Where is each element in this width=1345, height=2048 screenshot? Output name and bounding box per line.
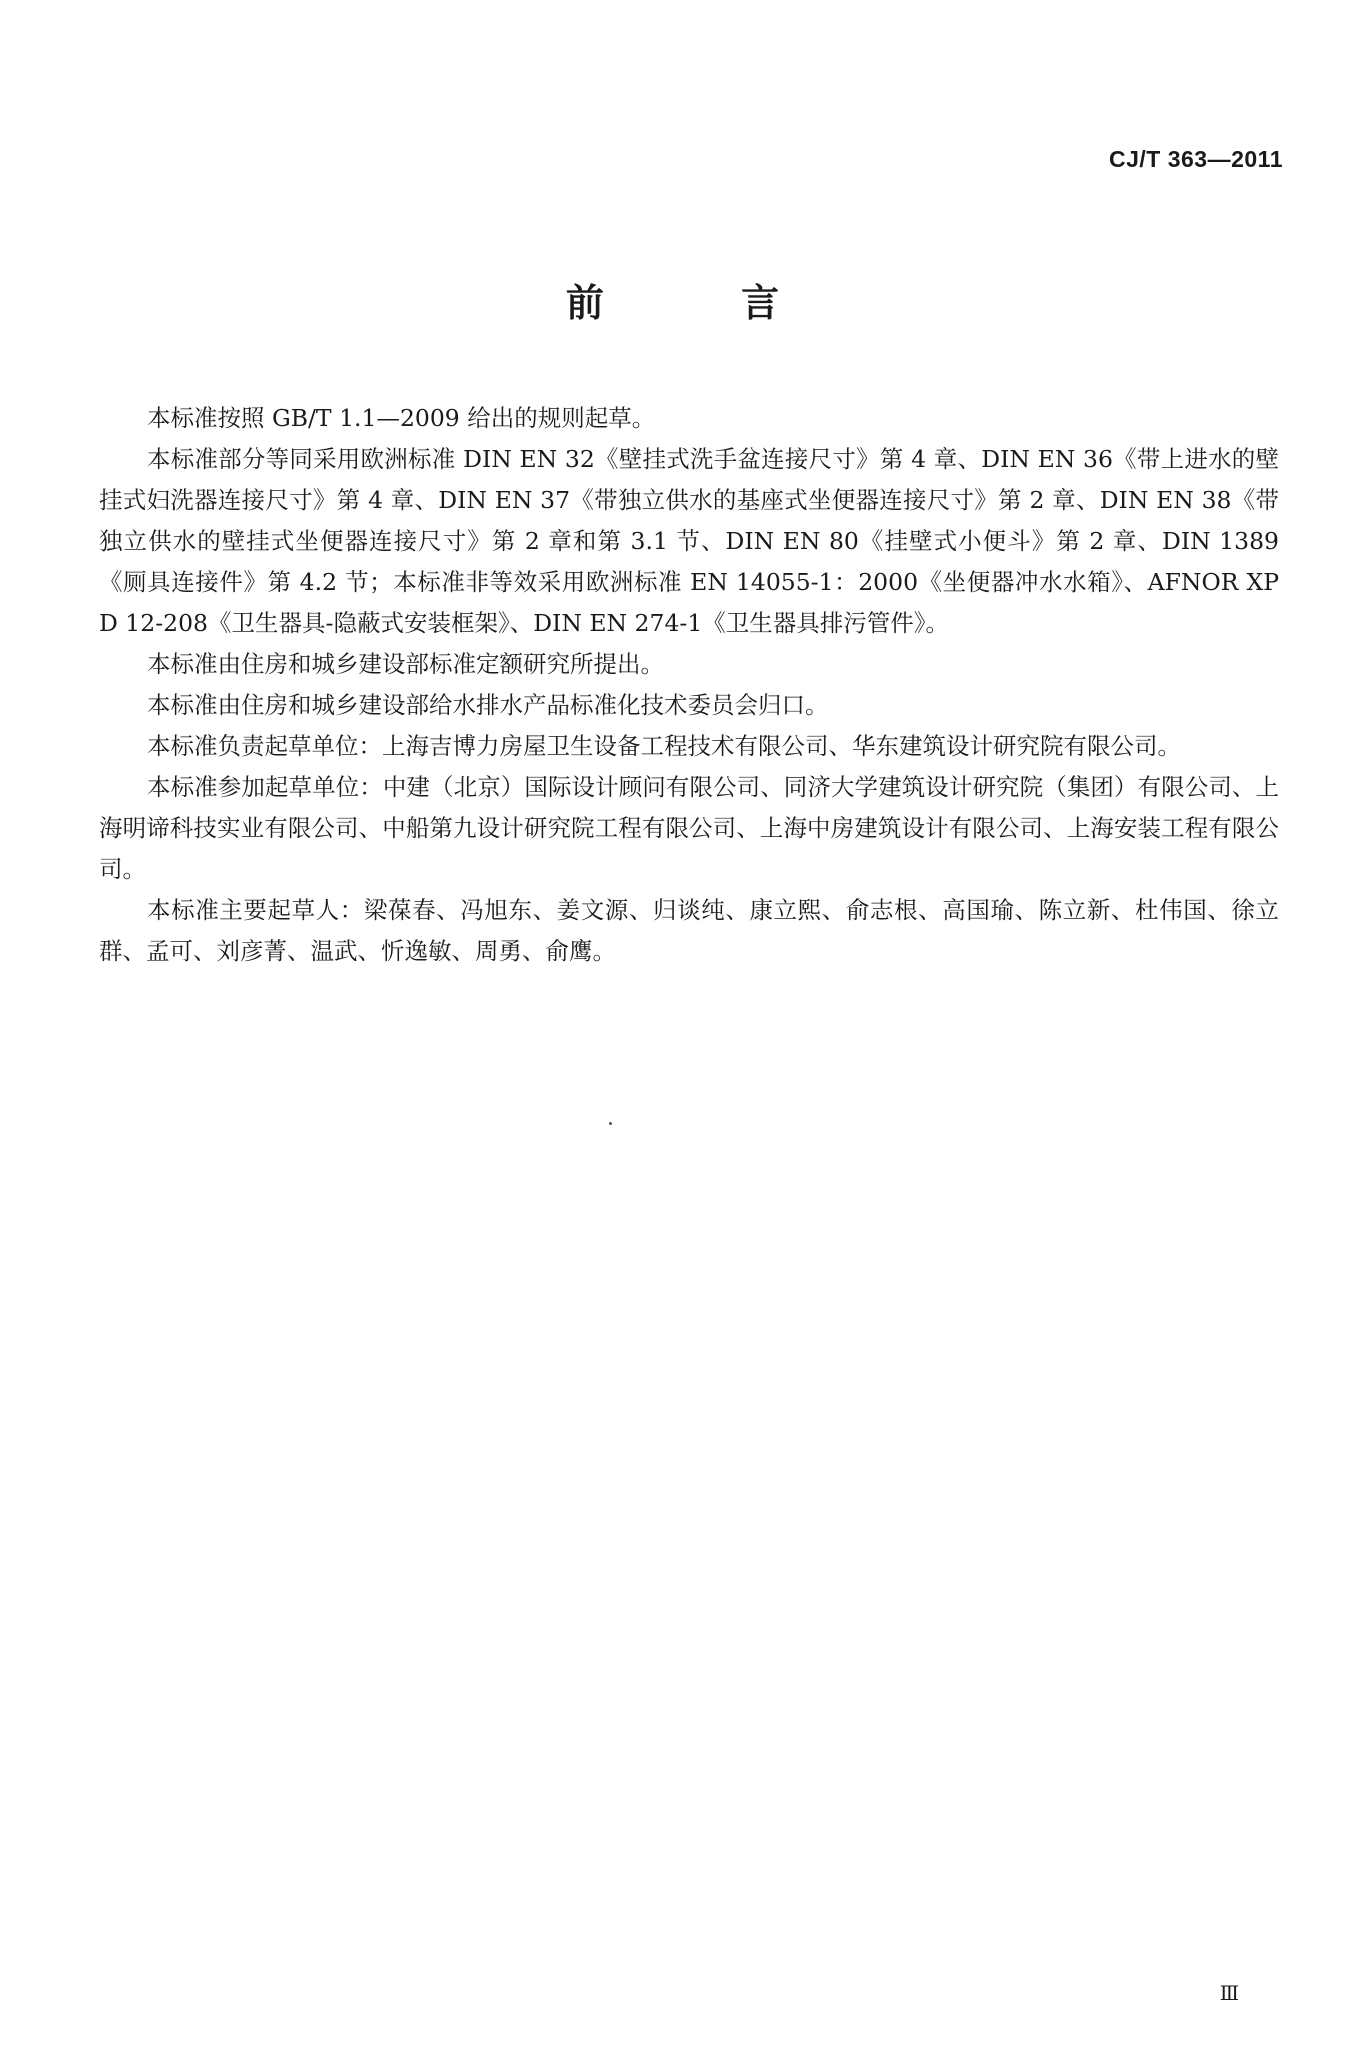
- paragraph-main-drafters: 本标准主要起草人：梁葆春、冯旭东、姜文源、归谈纯、康立熙、俞志根、高国瑜、陈立新、杜伟国、徐立群、孟可、刘彦菁、温武、忻逸敏、周勇、俞鹰。: [99, 896, 1279, 965]
- standard-code: CJ/T 363—2011: [1108, 146, 1283, 172]
- page-number: Ⅲ: [1219, 1981, 1239, 2005]
- scan-speck: [609, 1122, 612, 1125]
- foreword-body: [99, 398, 1279, 972]
- paragraph-drafting-rules: 本标准按照 GB/T 1.1—2009 给出的规则起草。: [147, 404, 656, 432]
- paragraph-adopted-standards: 本标准部分等同采用欧洲标准 DIN EN 32《壁挂式洗手盆连接尺寸》第 4 章、DIN EN 36《带上进水的壁挂式妇洗器连接尺寸》第 4 章、DIN EN 37《带独立供水的基座式坐便器连接尺寸》第 2 章、DIN EN 38《带独立供水的壁挂式坐便器连接尺寸》第 2 章和第 3.1 节、DIN EN 80《挂壁式小便斗》第 2 章、DIN 1389《厕具连接件》第 4.2 节；本标准非等效采用欧洲标准 EN 14055-1：2000《坐便器冲水水箱》、AFNOR XP D 12-208《卫生器具-隐蔽式安装框架》、DIN EN 274-1《卫生器具排污管件》。: [99, 445, 1279, 637]
- paragraph-proposed-by: 本标准由住房和城乡建设部标准定额研究所提出。: [147, 650, 664, 678]
- page-title: 前 言: [565, 281, 842, 325]
- paragraph-administered-by: 本标准由住房和城乡建设部给水排水产品标准化技术委员会归口。: [147, 691, 829, 719]
- paragraph-participating-drafters: 本标准参加起草单位：中建（北京）国际设计顾问有限公司、同济大学建筑设计研究院（集团）有限公司、上海明谛科技实业有限公司、中船第九设计研究院工程有限公司、上海中房建筑设计有限公司、上海安装工程有限公司。: [99, 773, 1279, 883]
- paragraph-lead-drafters: 本标准负责起草单位：上海吉博力房屋卫生设备工程技术有限公司、华东建筑设计研究院有限公司。: [147, 732, 1181, 760]
